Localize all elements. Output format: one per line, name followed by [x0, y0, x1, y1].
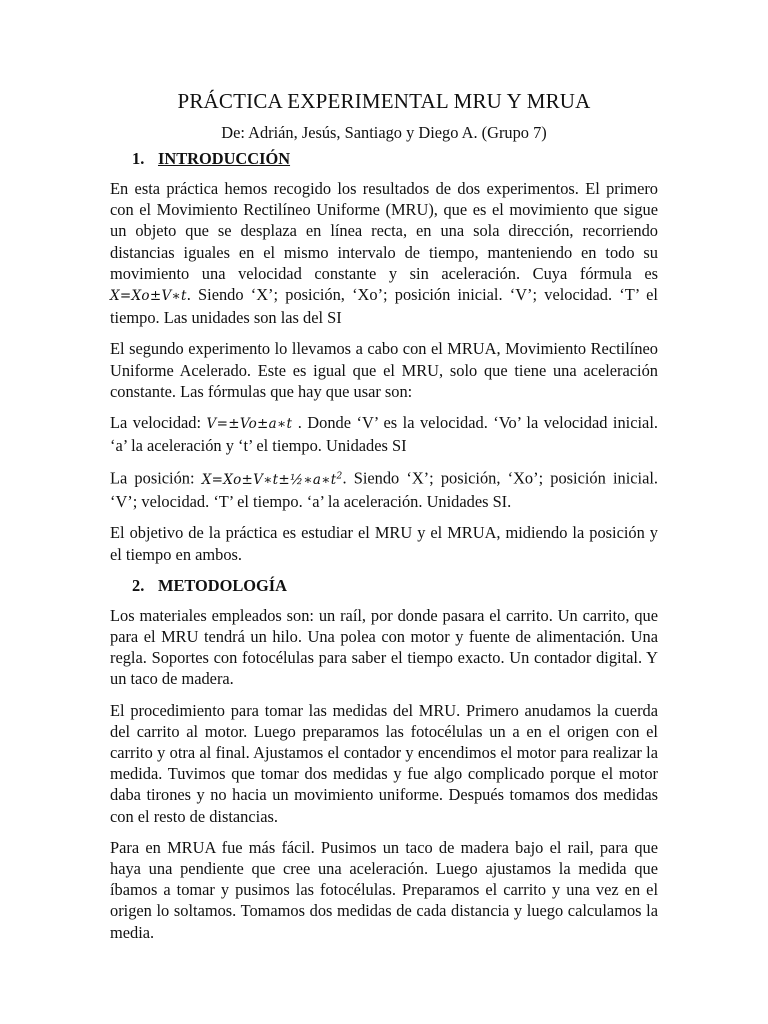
paragraph-position-formula	[110, 466, 658, 512]
paragraph-text: En esta práctica hemos recogido los resultados de dos experimentos. El primero con el Movimiento Rectilíneo Uniforme (MRU), que es el movimiento que sigue un objeto que se desplaza en línea recta, en una sola dirección, recorriendo distancias iguales en el mismo intervalo de tiempo, manteniendo en todo su movimiento una velocidad constante y sin aceleración. Cuya fórmula es	[110, 179, 658, 283]
paragraph-mrua-description: El segundo experimento lo llevamos a cabo con el MRUA, Movimiento Rectilíneo Uniforme Acelerado. Este es igual que el MRU, solo que tiene una aceleración constante. Las fórmulas que hay que usar son:	[110, 339, 658, 401]
paragraph-text: La velocidad:	[110, 413, 202, 433]
section-title: METODOLOGÍA	[158, 575, 288, 595]
formula-exponent: 2	[336, 471, 343, 482]
formula-mru-position: X=Xo±V∗t	[110, 288, 187, 305]
paragraph-text: . Siendo ‘X’; posición, ‘Xo’; posición inicial. ‘V’; velocidad. ‘T’ el tiempo. Las unidades son las del SI	[110, 285, 658, 328]
paragraph-text: La posición:	[110, 468, 195, 488]
paragraph-objective: El objetivo de la práctica es estudiar el MRU y el MRUA, midiendo la posición y el tiempo en ambos.	[110, 523, 658, 564]
paragraph-text: . Siendo ‘X’; posición, ‘Xo’; posición inicial. ‘V’; velocidad. ‘T’ el tiempo. ‘a’ la aceleración. Unidades SI.	[110, 468, 659, 512]
section-number: 1.	[132, 149, 145, 168]
document-title: PRÁCTICA EXPERIMENTAL MRU Y MRUA	[177, 89, 591, 113]
formula-mrua-position	[202, 472, 343, 488]
paragraph-mrua-procedure: Para en MRUA fue más fácil. Pusimos un taco de madera bajo el rail, para que haya una pendiente que cree una aceleración. Luego ajustamos la medida que íbamos a tomar y pusimos las fotocélulas. Preparamos el carrito y una vez en el origen lo soltamos. Tomamos dos medidas de cada distancia y luego calculamos la media.	[110, 837, 658, 942]
paragraph-mru-description	[110, 178, 658, 328]
section-number: 2.	[132, 575, 145, 595]
section-title: INTRODUCCIÓN	[158, 149, 291, 168]
authors-line: De: Adrián, Jesús, Santiago y Diego A. (Grupo 7)	[221, 123, 547, 142]
paragraph-velocity-formula	[110, 412, 658, 456]
section-heading-introduccion	[132, 148, 658, 169]
section-heading-metodologia	[132, 575, 658, 596]
paragraph-materials: Los materiales empleados son: un raíl, por donde pasara el carrito. Un carrito, que para el MRU tendrá un hilo. Una polea con motor y fuente de alimentación. Una regla. Soportes con fotocélulas para saber el tiempo exacto. Un contador digital. Y un taco de madera.	[110, 605, 658, 689]
formula-body: X=Xo±V∗t±½∗a∗t	[201, 471, 337, 488]
paragraph-mru-procedure: El procedimiento para tomar las medidas del MRU. Primero anudamos la cuerda del carrito al motor. Luego preparamos las fotocélulas un a en el origen con el carrito y otra al final. Ajustamos el contador y encendimos el motor para realizar la medida. Tuvimos que tomar dos medidas y fue algo complicado porque el motor daba tirones y no hacia un movimiento uniforme. Después tomamos dos medidas con el resto de distancias.	[110, 700, 658, 826]
paragraph-text: . Donde ‘V’ es la velocidad. ‘Vo’ la velocidad inicial. ‘a’ la aceleración y ‘t’ el tiempo. Unidades SI	[110, 413, 658, 456]
document-page	[110, 82, 658, 953]
formula-mrua-velocity: V=±Vo±a∗t	[206, 416, 293, 433]
